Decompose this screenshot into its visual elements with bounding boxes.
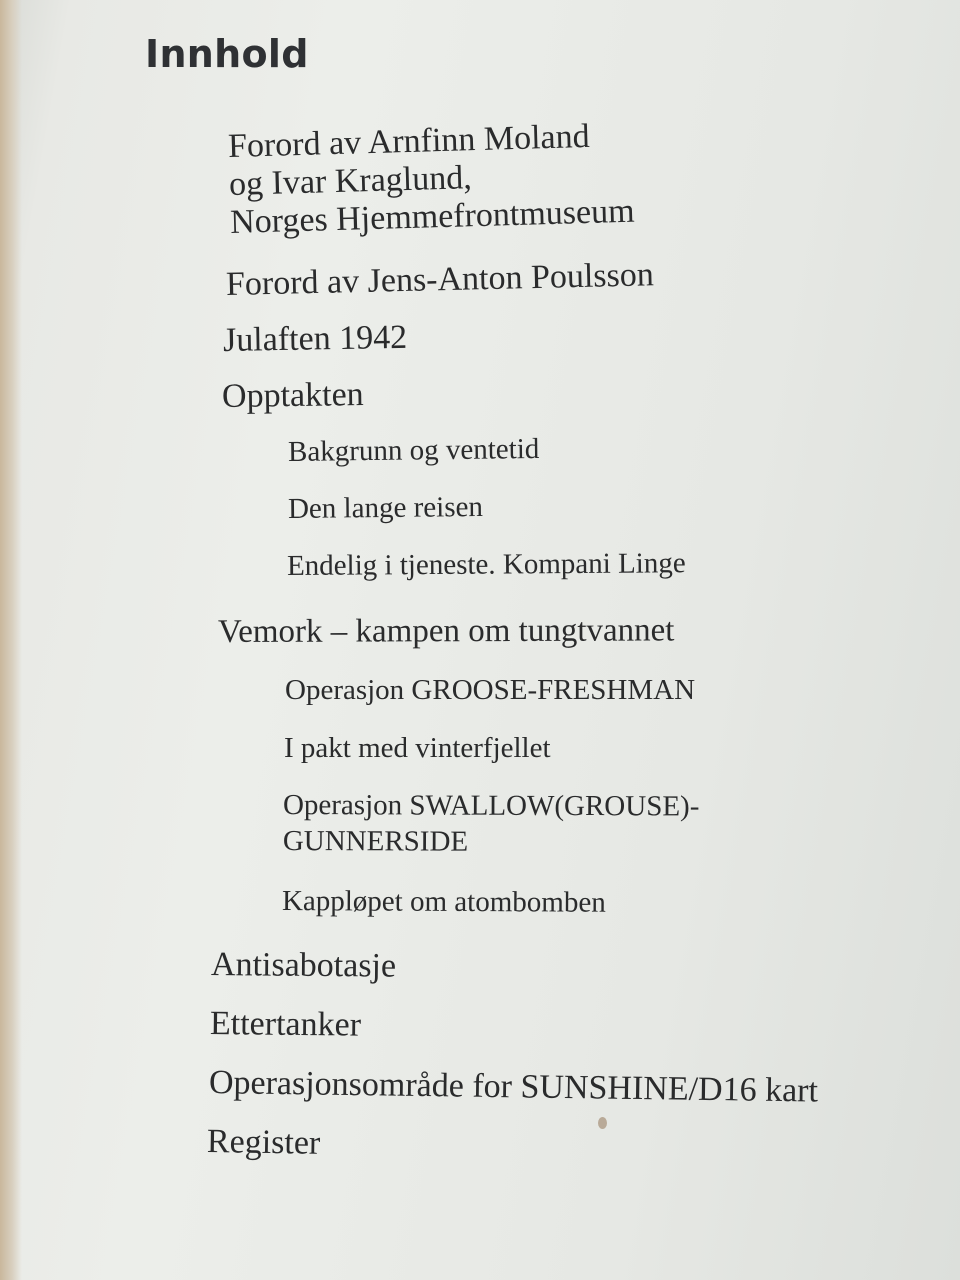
toc-title-line: Forord av Arnfinn Moland	[227, 117, 591, 165]
toc-title-line: Forord av Jens-Anton Poulsson	[225, 256, 655, 303]
toc-title-line: Register	[206, 1123, 321, 1162]
toc-title	[211, 946, 396, 986]
toc-title-line: og Ivar Kraglund,	[228, 159, 473, 203]
toc-title-line: Ettertanker	[209, 1005, 362, 1044]
toc-title	[282, 884, 606, 920]
toc-title	[287, 546, 686, 583]
toc-title-line: Kappløpet om atombomben	[281, 885, 606, 919]
toc-title-line: I pakt med vinterfjellet	[284, 732, 551, 764]
toc-title	[288, 432, 540, 469]
contents-heading: Innhold	[145, 32, 309, 76]
toc-title	[285, 673, 695, 707]
toc-title	[222, 376, 364, 416]
toc-title-line: Operasjon SWALLOW(GROUSE)-	[282, 789, 700, 823]
toc-title-line: Bakgrunn og ventetid	[287, 432, 540, 468]
toc-title-line: Opptakten	[221, 376, 364, 415]
toc-title-line: Antisabotasje	[210, 946, 397, 985]
toc-title	[226, 256, 655, 304]
toc-title	[209, 1064, 819, 1110]
toc-title	[210, 1005, 361, 1045]
toc-title-line: GUNNERSIDE	[282, 824, 469, 858]
toc-title	[228, 117, 635, 242]
toc-title-line: Den lange reisen	[287, 490, 484, 525]
toc-title	[283, 787, 700, 860]
toc-title-line: Operasjonsområde for SUNSHINE/D16 kart	[208, 1064, 819, 1110]
toc-title-line: Endelig i tjeneste. Kompani Linge	[286, 547, 686, 582]
toc-title	[218, 611, 675, 651]
toc-title	[223, 319, 408, 360]
toc-title-line: Norges Hjemmefrontmuseum	[229, 192, 635, 241]
toc-title-line: Operasjon GROOSE-FRESHMAN	[285, 674, 696, 706]
toc-title	[284, 731, 551, 765]
toc-title	[207, 1123, 321, 1163]
toc-title-line: Vemork – kampen om tungtvannet	[217, 612, 675, 650]
toc-title-line: Julaften 1942	[222, 318, 408, 359]
toc-title	[288, 490, 483, 526]
paper-speck	[598, 1117, 607, 1129]
